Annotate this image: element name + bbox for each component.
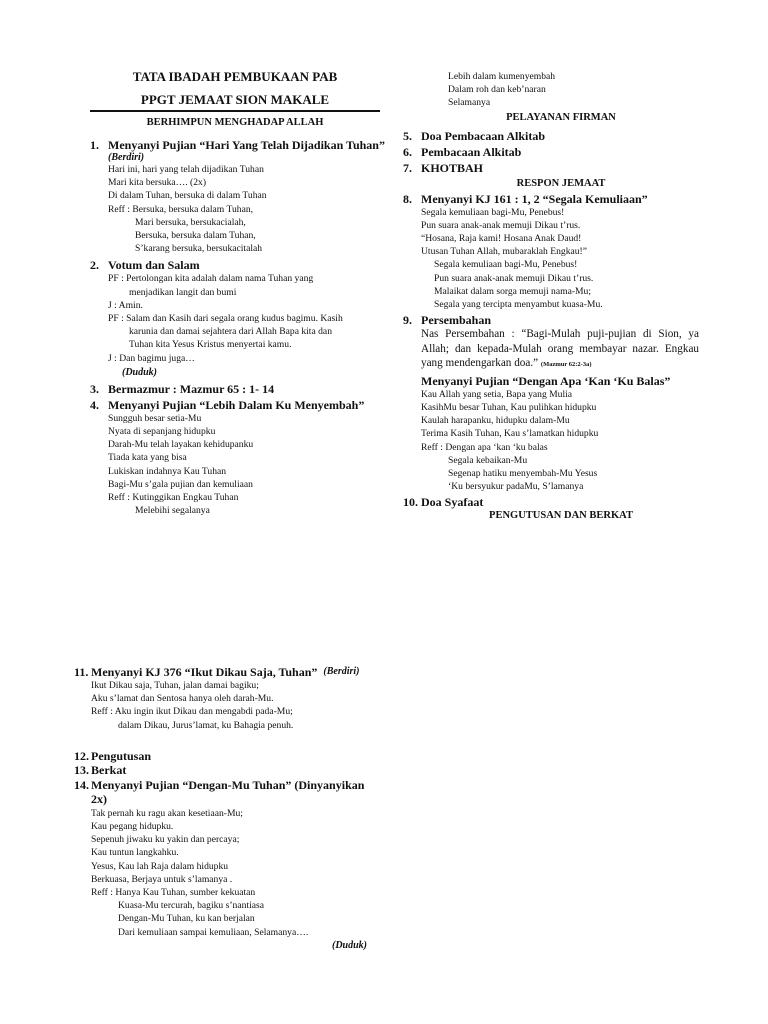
- item-title: Menyanyi Pujian “Dengan-Mu Tuhan” (Dinyanyikan: [91, 777, 365, 792]
- item-11-body: [74, 679, 374, 732]
- lyric-line: Yesus, Kau lah Raja dalam hidupku: [91, 860, 229, 872]
- liturgy-line: Tuhan kita Yesus Kristus menyertai kamu.: [129, 339, 292, 351]
- lyric-line: Hari ini, hari yang telah dijadikan Tuhan: [108, 164, 264, 175]
- item-number: 11.: [74, 665, 89, 679]
- lyric-line: Sepenuh jiwaku ku yakin dan percaya;: [91, 834, 240, 846]
- refrain-line: Bersuka, bersuka dalam Tuhan,: [135, 230, 256, 242]
- liturgy-line: karunia dan damai sejahtera dari Allah Bapa kita dan: [129, 326, 332, 338]
- lyric-line: Kaulah harapanku, hidupku dalam-Mu: [421, 415, 570, 427]
- offering-song-title: Menyanyi Pujian “Dengan Apa ‘Kan ‘Ku Balas”: [421, 373, 671, 388]
- liturgy-line: PF : Pertolongan kita adalah dalam nama Tuhan yang: [108, 273, 314, 285]
- lyric-line: Berkuasa, Berjaya untuk s’lamanya .: [91, 873, 233, 885]
- lyric-line: Ikut Dikau saja, Tuhan, jalan damai bagiku;: [91, 680, 259, 691]
- refrain-line: Reff : Kutinggikan Engkau Tuhan: [108, 492, 239, 504]
- section-pelayanan-firman: PELAYANAN FIRMAN: [506, 111, 616, 123]
- item-number: 1.: [90, 138, 99, 152]
- lyric-line: Segala kemuliaan bagi-Mu, Penebus!: [434, 259, 578, 271]
- refrain-line: Segenap hatiku menyembah-Mu Yesus: [448, 467, 598, 479]
- doc-title: TATA IBADAH PEMBUKAAN PAB: [132, 69, 338, 84]
- item-title: Pembacaan Alkitab: [421, 144, 522, 159]
- lyric-line: Utusan Tuhan Allah, mubaraklah Engkau!”: [421, 246, 587, 258]
- refrain-line: Reff : Aku ingin ikut Dikau dan mengabdi pada-Mu;: [91, 706, 293, 718]
- refrain-line: Segala kebaikan-Mu: [448, 454, 528, 466]
- refrain-line: Selamanya: [448, 97, 491, 109]
- section-berhimpun: BERHIMPUN MENGHADAP ALLAH: [146, 117, 324, 128]
- lyric-line: Sungguh besar setia-Mu: [108, 412, 202, 424]
- refrain-line: Mari bersuka, bersukacialah,: [135, 216, 246, 228]
- item-title: KHOTBAH: [421, 160, 484, 175]
- item-number: 6.: [403, 144, 412, 159]
- refrain-line: Lebih dalam kumenyembah: [448, 71, 556, 82]
- lyric-line: Di dalam Tuhan, bersuka di dalam Tuhan: [108, 190, 267, 202]
- item-number: 14.: [74, 777, 89, 792]
- item-1-body: [90, 152, 390, 255]
- lyric-line: Kau pegang hidupku.: [91, 821, 174, 833]
- item-number: 12.: [74, 748, 89, 763]
- lyric-line: Kau Allah yang setia, Bapa yang Mulia: [421, 388, 573, 400]
- section-pengutusan-berkat: PENGUTUSAN DAN BERKAT: [489, 510, 633, 522]
- posture-note: (Duduk): [122, 366, 158, 378]
- item-number: 8.: [403, 191, 412, 206]
- item-title: Votum dan Salam: [108, 258, 200, 273]
- item-14-body: [74, 807, 374, 951]
- item-title: Bermazmur : Mazmur 65 : 1- 14: [108, 381, 275, 396]
- lyric-line: Terima Kasih Tuhan, Kau s’lamatkan hidupku: [421, 428, 599, 440]
- item-3-heading: [90, 382, 390, 396]
- refrain-line: Reff : Dengan apa ‘kan ‘ku balas: [421, 441, 548, 453]
- posture-note: (Berdiri): [323, 666, 360, 677]
- refrain-line: Melebihi segalanya: [135, 505, 210, 517]
- item-title: Menyanyi Pujian “Lebih Dalam Ku Menyembah”: [108, 397, 365, 412]
- item-9-body: [403, 327, 699, 493]
- liturgy-line: J : Amin.: [108, 299, 143, 311]
- lyric-line: Segala kemuliaan bagi-Mu, Penebus!: [421, 206, 565, 218]
- item-title: Pengutusan: [91, 748, 152, 763]
- refrain-line: Reff : Bersuka, bersuka dalam Tuhan,: [108, 203, 254, 215]
- refrain-line: Dari kemuliaan sampai kemuliaan, Selamanya….: [118, 926, 309, 938]
- scripture-reference: (Mazmur 62:2-3a): [540, 361, 592, 369]
- refrain-line: Dalam roh dan keb’naran: [448, 84, 546, 96]
- item-title: Menyanyi KJ 161 : 1, 2 “Segala Kemuliaan”: [421, 191, 648, 206]
- lyric-line: Mari kita bersuka…. (2x): [108, 177, 207, 189]
- item-1-heading: [90, 138, 390, 152]
- item-number: 10.: [403, 495, 418, 510]
- item-number: 5.: [403, 128, 412, 143]
- section-respon-jemaat: RESPON JEMAAT: [516, 177, 606, 189]
- offering-text: Nas Persembahan : “Bagi-Mulah puji-pujian di Sion, ya Allah; dan kepada-Mulah orang membayar nazar. Engkau yang mendengarkan doa.”: [421, 328, 699, 370]
- refrain-line: Reff : Hanya Kau Tuhan, sumber kekuatan: [91, 887, 256, 899]
- lyric-line: Bagi-Mu s’gala pujian dan kemuliaan: [108, 478, 253, 490]
- item-title: Doa Syafaat: [421, 495, 484, 510]
- refrain-line: S’karang bersuka, bersukacitalah: [135, 243, 263, 255]
- item-number: 2.: [90, 258, 99, 273]
- item-number: 9.: [403, 313, 412, 328]
- doc-subtitle: PPGT JEMAAT SION MAKALE: [140, 92, 330, 107]
- item-4-body: [90, 412, 390, 518]
- item-14-title-wrap: 2x): [91, 791, 107, 806]
- lyric-line: Lukiskan indahnya Kau Tuhan: [108, 465, 227, 477]
- refrain-line: Kuasa-Mu tercurah, bagiku s’nantiasa: [118, 900, 264, 912]
- item-2-heading: [90, 258, 390, 272]
- refrain-line: ‘Ku bersyukur padaMu, S’lamanya: [448, 481, 584, 493]
- item-8-heading: [403, 192, 699, 206]
- item-2-body: [90, 272, 390, 377]
- title-underline: [90, 110, 380, 112]
- lyric-line: Kau tuntun langkahku.: [91, 847, 179, 859]
- liturgy-line: J : Dan bagimu juga…: [108, 352, 195, 364]
- item-title: Menyanyi KJ 376 “Ikut Dikau Saja, Tuhan”: [91, 665, 318, 679]
- lyric-line: Tiada kata yang bisa: [108, 452, 187, 464]
- lyric-line: Nyata di sepanjang hidupku: [108, 426, 216, 438]
- left-bottom-column: [74, 663, 374, 951]
- item-14-heading: [74, 778, 374, 792]
- item-4-continuation: [403, 70, 699, 110]
- item-9-heading: [403, 313, 699, 327]
- offering-scripture: [421, 327, 699, 373]
- item-number: 7.: [403, 160, 412, 175]
- lyric-line: “Hosana, Raja kami! Hosana Anak Daud!: [421, 233, 582, 245]
- item-title: Doa Pembacaan Alkitab: [421, 128, 546, 143]
- lyric-line: Aku s’lamat dan Sentosa hanya oleh darah-Mu.: [91, 693, 274, 705]
- right-column: [403, 70, 699, 521]
- liturgy-line: menjadikan langit dan bumi: [129, 286, 237, 298]
- item-title: Persembahan: [421, 313, 491, 328]
- refrain-line: Dengan-Mu Tuhan, ku kan berjalan: [118, 913, 255, 925]
- item-number: 3.: [90, 381, 99, 396]
- lyric-line: Darah-Mu telah layakan kehidupanku: [108, 439, 254, 451]
- refrain-line: dalam Dikau, Jurus’lamat, ku Bahagia penuh.: [118, 719, 294, 731]
- item-11-heading: [74, 665, 374, 679]
- item-5-heading: [403, 129, 699, 143]
- item-number: 4.: [90, 397, 99, 412]
- left-top-column: [90, 136, 390, 517]
- lyric-line: Malaikat dalam sorga memuji nama-Mu;: [434, 285, 592, 297]
- lyric-line: Pun suara anak-anak memuji Dikau t’rus.: [434, 272, 594, 284]
- lyric-line: Segala yang tercipta menyambut kuasa-Mu.: [434, 299, 603, 311]
- item-title: Berkat: [91, 762, 127, 777]
- item-4-heading: [90, 398, 390, 412]
- item-number: 13.: [74, 762, 89, 777]
- posture-note: (Duduk): [331, 939, 367, 951]
- liturgy-line: PF : Salam dan Kasih dari segala orang kudus bagimu. Kasih: [108, 313, 343, 325]
- lyric-line: Pun suara anak-anak memuji Dikau t’rus.: [421, 219, 581, 231]
- item-7-heading: [403, 161, 699, 175]
- item-title: Menyanyi Pujian “Hari Yang Telah Dijadikan Tuhan”: [108, 138, 385, 152]
- item-6-heading: [403, 145, 699, 159]
- item-13-heading: [74, 763, 374, 777]
- item-8-body: [403, 206, 699, 312]
- item-12-heading: [74, 749, 374, 763]
- lyric-line: KasihMu besar Tuhan, Kau pulihkan hidupku: [421, 401, 597, 413]
- lyric-line: Tak pernah ku ragu akan kesetiaan-Mu;: [91, 807, 243, 819]
- posture-note: (Berdiri): [108, 152, 145, 163]
- item-10-heading: [403, 495, 699, 509]
